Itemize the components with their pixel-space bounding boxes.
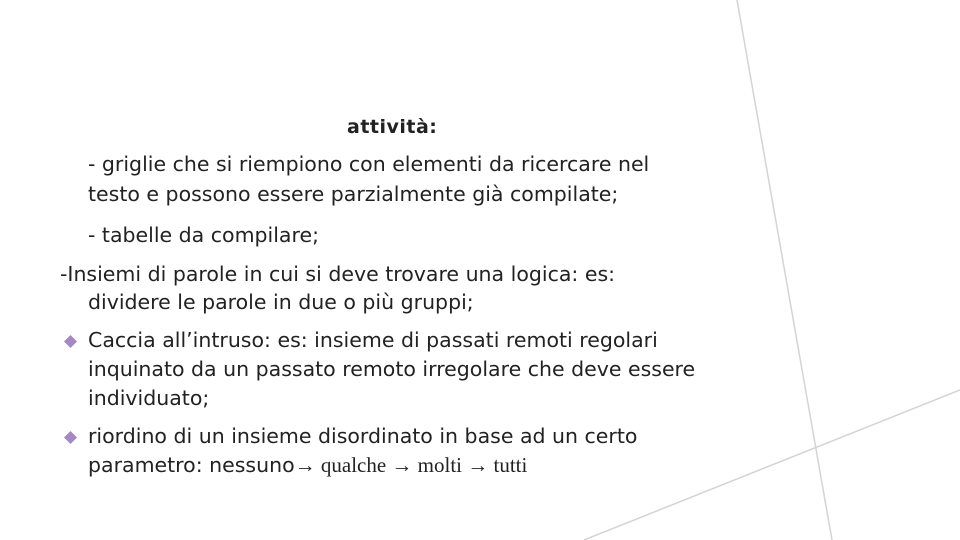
diamond-bullet-icon [64, 335, 77, 348]
item-5-line-2 [88, 451, 527, 480]
item-5-line-2-serif: → qualche → molti → tutti [294, 453, 528, 477]
item-4-line-3: individuato; [88, 386, 210, 410]
item-1-line-2: testo e possono essere parzialmente già compilate; [88, 182, 619, 206]
diamond-bullet-icon [64, 431, 77, 444]
item-5-line-1: riordino di un insieme disordinato in base ad un certo [88, 424, 638, 448]
item-4-line-2: inquinato da un passato remoto irregolare che deve essere [88, 357, 696, 381]
slide-title: attività: [347, 116, 438, 138]
decor-line-diagonal [584, 390, 960, 540]
item-3-line-2: dividere le parole in due o più gruppi; [88, 290, 474, 314]
item-2-line-1: - tabelle da compilare; [88, 223, 319, 247]
item-5-line-2-sans: parametro: nessuno [88, 453, 295, 477]
item-3-line-1: -Insiemi di parole in cui si deve trovare una logica: es: [60, 262, 616, 286]
item-1-line-1: - griglie che si riempiono con elementi da ricercare nel [88, 152, 650, 176]
item-4-line-1: Caccia all’intruso: es: insieme di passati remoti regolari [88, 328, 658, 352]
decor-line-vertical [737, 0, 832, 540]
